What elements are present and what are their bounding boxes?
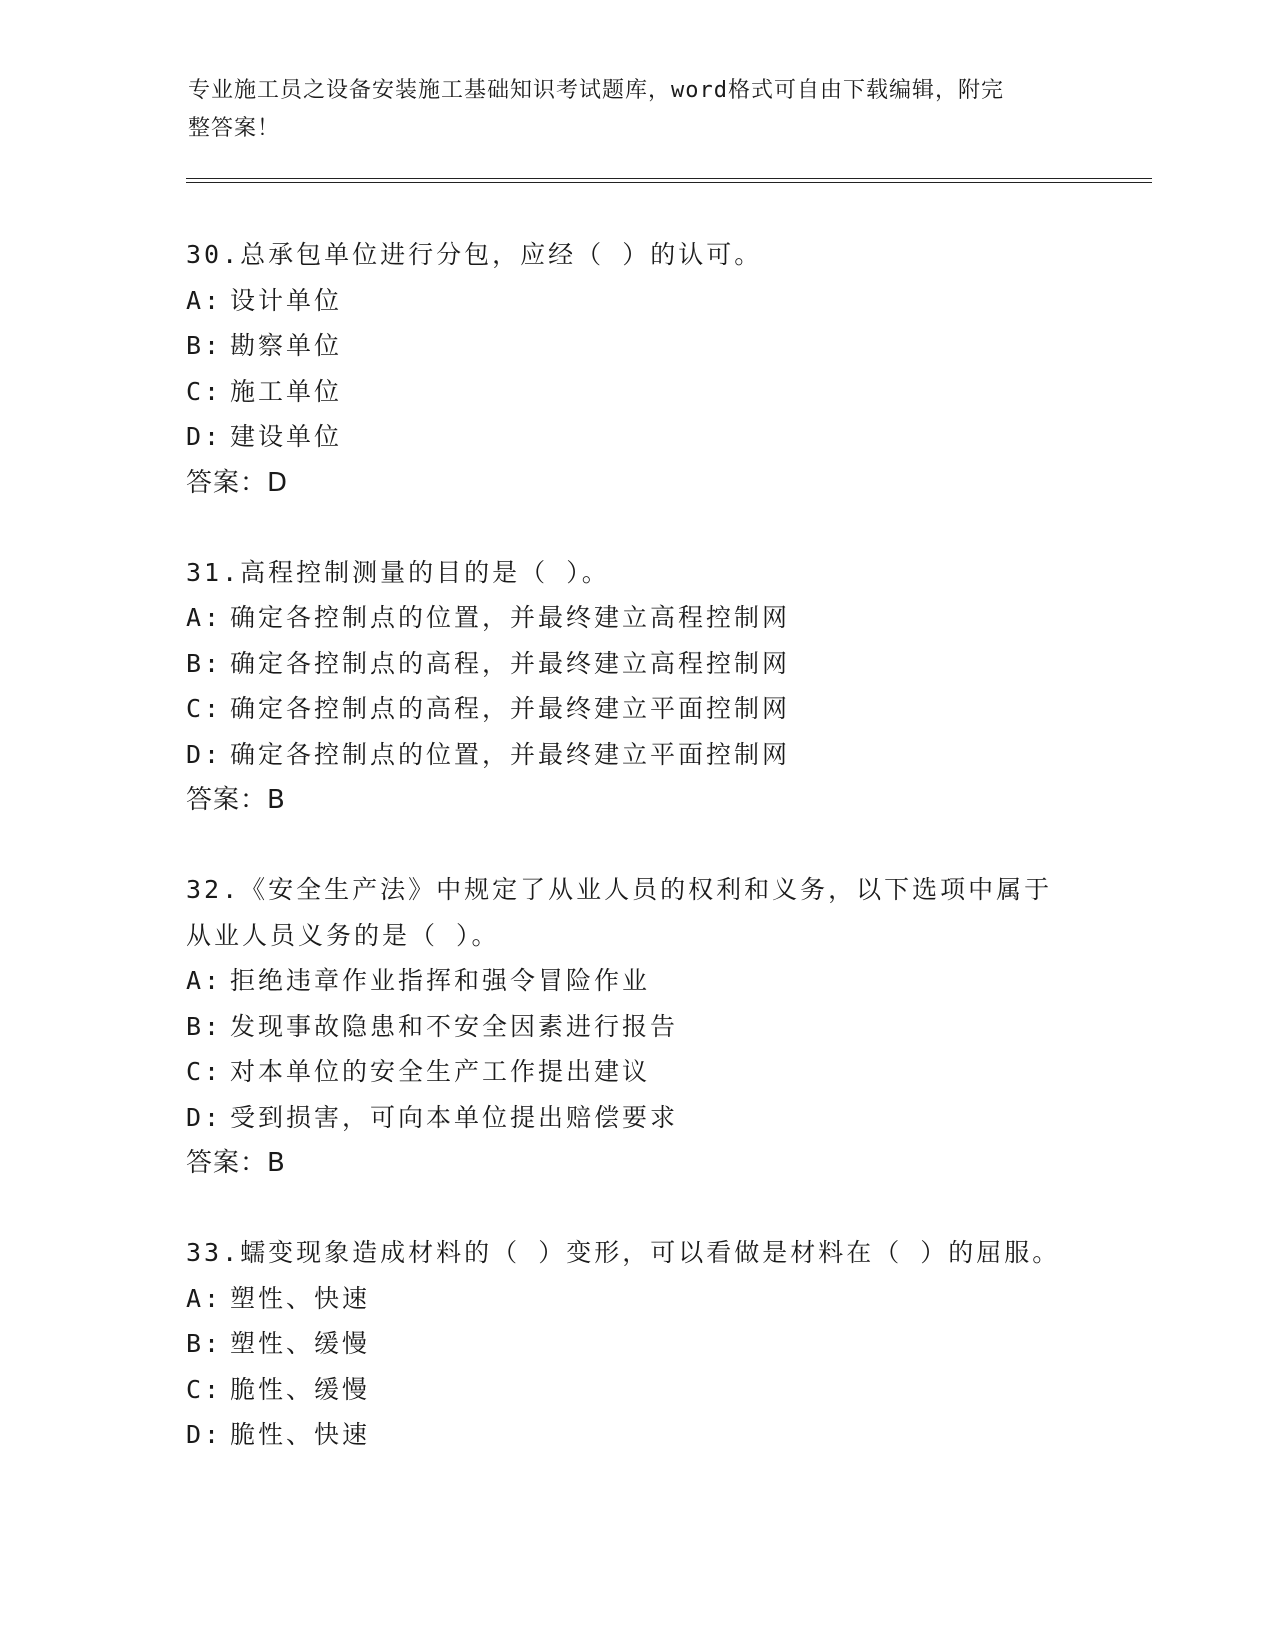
question-stem: 从业人员义务的是（ ）。 — [186, 920, 500, 950]
answer-option — [186, 641, 1126, 687]
option-key: A: — [186, 285, 223, 315]
option-text: 脆性、快速 — [230, 1420, 371, 1449]
answer-option — [186, 369, 1126, 415]
answer-line: 答案：B — [186, 1148, 286, 1178]
answer-option — [186, 1004, 1126, 1050]
option-key: A: — [186, 966, 223, 995]
option-key: A: — [186, 1283, 223, 1313]
option-key: D: — [186, 1102, 223, 1132]
question-stem: 30.总承包单位进行分包，应经（ ）的认可。 — [186, 240, 763, 269]
answer-option — [186, 1367, 1126, 1413]
option-text: 发现事故隐患和不安全因素进行报告 — [230, 1011, 679, 1041]
question-stem: 31.高程控制测量的目的是（ ）。 — [186, 557, 610, 587]
option-text: 确定各控制点的高程，并最终建立平面控制网 — [230, 694, 791, 723]
option-key: D: — [186, 422, 223, 451]
answer-option — [186, 1412, 1126, 1458]
question-block — [186, 1230, 1126, 1458]
question-block — [186, 550, 1126, 824]
header-line-1: 专业施工员之设备安装施工基础知识考试题库，word格式可自由下载编辑，附完 — [188, 78, 1004, 103]
option-text: 勘察单位 — [230, 331, 343, 360]
option-text: 确定各控制点的位置，并最终建立高程控制网 — [230, 603, 791, 632]
answer-line: 答案：B — [186, 785, 286, 815]
option-key: B: — [186, 331, 223, 360]
option-key: C: — [186, 1057, 223, 1086]
answer-option — [186, 958, 1126, 1004]
answer-option — [186, 278, 1126, 324]
option-key: B: — [186, 648, 223, 678]
answer-option — [186, 1276, 1126, 1322]
answer-option — [186, 1095, 1126, 1141]
question-block — [186, 867, 1126, 1186]
header-divider-bottom — [186, 182, 1152, 183]
document-header — [188, 72, 1068, 148]
answer-option — [186, 323, 1126, 369]
option-text: 塑性、快速 — [230, 1283, 371, 1313]
answer-option — [186, 1321, 1126, 1367]
answer-line: 答案：D — [186, 467, 289, 498]
header-divider-top — [186, 178, 1152, 179]
option-text: 脆性、缓慢 — [230, 1374, 371, 1404]
option-text: 建设单位 — [230, 422, 343, 451]
option-text: 对本单位的安全生产工作提出建议 — [230, 1057, 651, 1086]
option-text: 塑性、缓慢 — [230, 1329, 371, 1358]
option-key: C: — [186, 1374, 223, 1404]
answer-option — [186, 595, 1126, 641]
answer-option — [186, 1049, 1126, 1095]
answer-option — [186, 732, 1126, 778]
question-stem: 32.《安全生产法》中规定了从业人员的权利和义务，以下选项中属于 — [186, 875, 1053, 904]
question-list — [186, 232, 1126, 1502]
header-line-2: 整答案！ — [188, 116, 281, 141]
option-key: A: — [186, 603, 223, 632]
option-key: D: — [186, 739, 223, 769]
option-text: 设计单位 — [230, 285, 343, 315]
option-text: 受到损害，可向本单位提出赔偿要求 — [230, 1102, 679, 1132]
option-key: B: — [186, 1011, 223, 1041]
question-stem: 33.蠕变现象造成材料的（ ）变形，可以看做是材料在（ ）的屈服。 — [186, 1238, 1061, 1267]
option-key: C: — [186, 376, 223, 406]
option-text: 确定各控制点的位置，并最终建立平面控制网 — [230, 739, 791, 769]
option-text: 施工单位 — [230, 376, 343, 406]
option-text: 拒绝违章作业指挥和强令冒险作业 — [230, 966, 651, 995]
option-key: D: — [186, 1420, 223, 1449]
question-block — [186, 232, 1126, 506]
answer-option — [186, 414, 1126, 460]
option-key: C: — [186, 694, 223, 723]
option-text: 确定各控制点的高程，并最终建立高程控制网 — [230, 648, 791, 678]
option-key: B: — [186, 1329, 223, 1358]
answer-option — [186, 686, 1126, 732]
